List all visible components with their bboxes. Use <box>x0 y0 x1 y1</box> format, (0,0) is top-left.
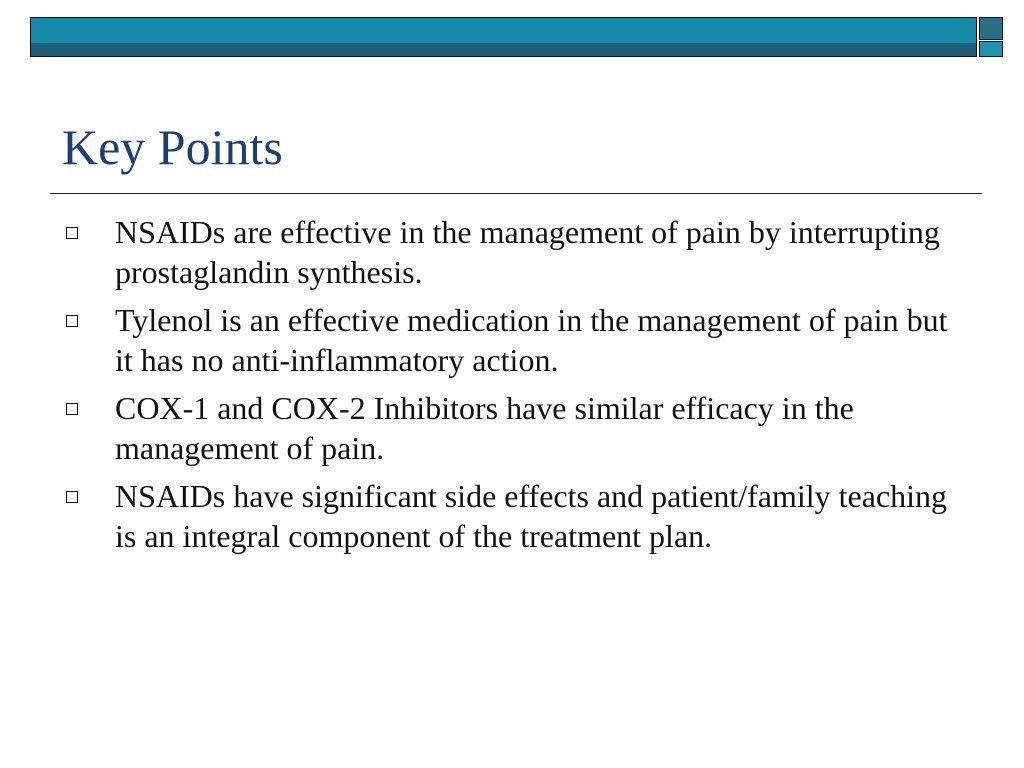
bullet-item <box>64 476 964 556</box>
hollow-square-bullet-icon <box>66 403 78 415</box>
title-divider <box>50 193 982 194</box>
bullet-text: NSAIDs are effective in the management of pain by interrupting prostaglandin synthesis. <box>115 214 940 290</box>
hollow-square-bullet-icon <box>66 227 78 239</box>
bullet-text: Tylenol is an effective medication in the management of pain but it has no anti-inflammatory action. <box>115 302 948 378</box>
hollow-square-bullet-icon <box>66 491 78 503</box>
header-banner-tab-bottom <box>979 41 1003 57</box>
header-banner-tab-top <box>979 17 1003 40</box>
bullet-item <box>64 388 964 468</box>
bullet-text: COX-1 and COX-2 Inhibitors have similar efficacy in the management of pain. <box>115 390 854 466</box>
slide-title: Key Points <box>62 119 283 175</box>
bullet-item <box>64 212 964 292</box>
header-banner <box>30 17 977 57</box>
bullet-text: NSAIDs have significant side effects and patient/family teaching is an integral component of the treatment plan. <box>115 478 948 554</box>
hollow-square-bullet-icon <box>66 315 78 327</box>
bullet-list <box>64 212 964 564</box>
bullet-item <box>64 300 964 380</box>
